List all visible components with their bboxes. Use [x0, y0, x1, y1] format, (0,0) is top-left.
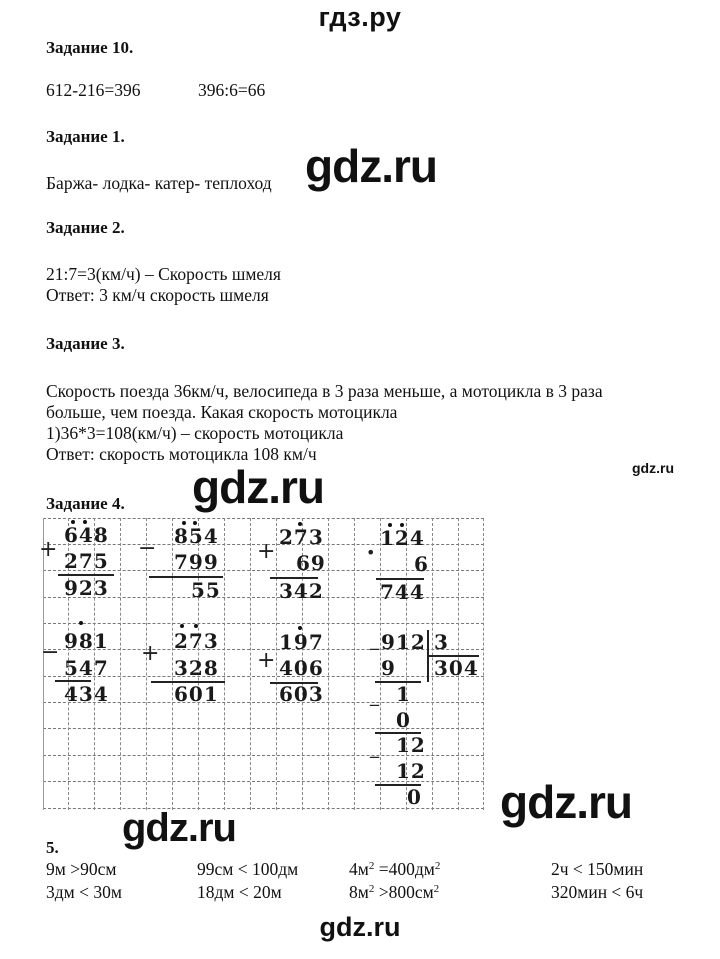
- calc6-b: 328: [174, 656, 219, 680]
- division-quotient: 304: [434, 656, 479, 680]
- task10-eq1: 612-216=396: [46, 80, 141, 100]
- division-step: 12: [396, 733, 426, 757]
- plus-icon: +: [257, 539, 276, 564]
- minus-icon: _: [370, 630, 379, 651]
- division-step: 0: [396, 708, 411, 732]
- division-step: 9: [381, 656, 396, 680]
- task10-eq2: 396:6=66: [198, 80, 266, 100]
- watermark: gdz.ru: [305, 140, 437, 192]
- minus-icon: _: [370, 686, 379, 707]
- minus-icon: −: [41, 640, 60, 665]
- minus-icon: −: [138, 536, 157, 561]
- task2-heading: Задание 2.: [46, 218, 125, 237]
- task5-r1c2: 99см < 100дм: [197, 859, 299, 879]
- task2-line2: Ответ: 3 км/ч скорость шмеля: [46, 285, 269, 305]
- division-dividend: 912: [381, 630, 426, 654]
- division-divisor: 3: [434, 630, 449, 654]
- task5-r2c1: 3дм < 30м: [46, 882, 122, 902]
- watermark: gdz.ru: [192, 461, 324, 513]
- calc4-b: 6: [414, 552, 429, 576]
- division-remainder: 0: [407, 785, 422, 809]
- watermark: gdz.ru: [122, 806, 236, 850]
- calc4-a: 124: [380, 526, 425, 550]
- watermark-small: gdz.ru: [632, 460, 674, 476]
- calc2-b: 799: [174, 550, 219, 574]
- division-step: 1: [396, 682, 411, 706]
- task3-line3: 1)36*3=108(км/ч) – скорость мотоцикла: [46, 423, 344, 443]
- task5-r2c2: 18дм < 20м: [197, 882, 282, 902]
- calc3-a: 273: [279, 525, 324, 549]
- task5-r1c1: 9м >90см: [46, 859, 117, 879]
- calc3-b: 69: [296, 551, 326, 575]
- calc5-a: 981: [64, 629, 109, 653]
- minus-icon: _: [370, 738, 379, 759]
- calc4-result: 744: [380, 580, 425, 604]
- task5-r2c4: 320мин < 6ч: [551, 882, 644, 902]
- site-title: гдз.ру: [318, 2, 402, 32]
- task5-r1c3: $4м^2 =400дм^2$: [349, 859, 441, 879]
- calc5-b: 547: [64, 656, 109, 680]
- task5-heading: 5.: [46, 838, 59, 857]
- task2-line1: 21:7=3(км/ч) – Скорость шмеля: [46, 264, 281, 284]
- watermark-bottom: gdz.ru: [319, 912, 401, 942]
- plus-icon: +: [257, 648, 276, 673]
- calc7-result: 603: [279, 682, 324, 706]
- calc1-a: 648: [64, 523, 109, 547]
- task1-answer: Баржа- лодка- катер- теплоход: [46, 173, 272, 193]
- multiply-icon: •: [366, 543, 376, 562]
- task3-line4: Ответ: скорость мотоцикла 108 км/ч: [46, 444, 317, 464]
- task3-line2: больше, чем поезда. Какая скорость мотоцикла: [46, 402, 398, 422]
- calc1-result: 923: [64, 576, 109, 600]
- calc7-a: 197: [279, 630, 324, 654]
- calc2-result: 55: [191, 578, 221, 602]
- task10-heading: Задание 10.: [46, 38, 134, 57]
- calc6-result: 601: [174, 682, 219, 706]
- calc1-b: 275: [64, 549, 109, 573]
- task3-heading: Задание 3.: [46, 334, 125, 353]
- task5-r1c4: 2ч < 150мин: [551, 859, 644, 879]
- calc5-result: 434: [64, 682, 109, 706]
- task3-line1: Скорость поезда 36км/ч, велосипеда в 3 раза меньше, а мотоцикла в 3 раза: [46, 381, 603, 401]
- squared-grid: [39, 518, 484, 810]
- calc2-a: 854: [174, 524, 219, 548]
- plus-icon: +: [39, 537, 58, 562]
- task1-heading: Задание 1.: [46, 127, 125, 146]
- task4-heading: Задание 4.: [46, 494, 125, 513]
- calc3-result: 342: [279, 579, 324, 603]
- task5-r2c3: $8м^2 >800см^2$: [349, 882, 440, 902]
- watermark: gdz.ru: [500, 776, 632, 828]
- plus-icon: +: [141, 641, 160, 666]
- calc6-a: 273: [174, 629, 219, 653]
- division-step: 12: [396, 759, 426, 783]
- calc7-b: 406: [279, 656, 324, 680]
